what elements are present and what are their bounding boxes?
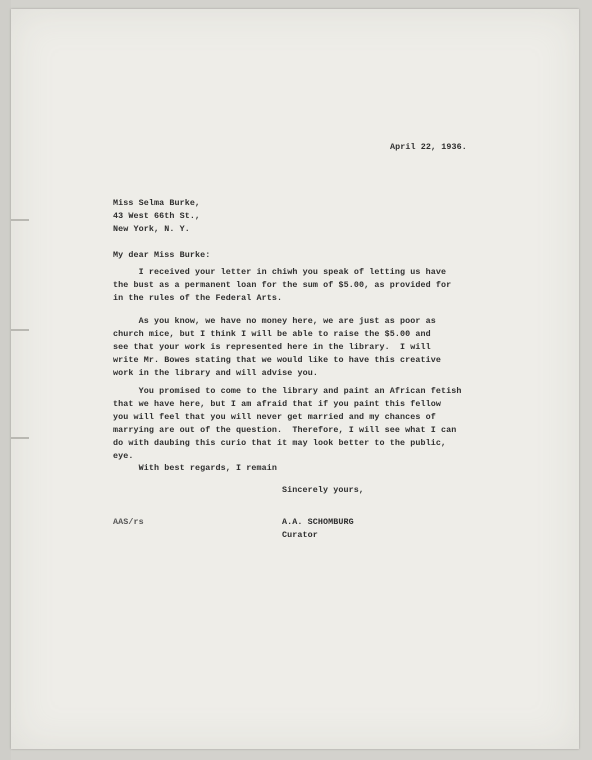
recipient-name: Miss Selma Burke, — [113, 198, 201, 208]
recipient-street: 43 West 66th St., — [113, 211, 201, 221]
paragraph-3-line-6: eye. — [113, 451, 134, 461]
paragraph-2-line-4: write Mr. Bowes stating that we would like to have this creative — [113, 355, 442, 365]
paragraph-1-line-2: the bust as a permanent loan for the sum of $5.00, as provided for — [113, 280, 452, 290]
margin-mark — [11, 437, 29, 439]
scan-background — [0, 0, 11, 760]
salutation: My dear Miss Burke: — [113, 250, 211, 260]
paragraph-3-line-5: do with daubing this curio that it may look better to the public, — [113, 438, 447, 448]
typist-initials: AAS/rs — [113, 517, 144, 527]
paragraph-1-line-1: I received your letter in chiwh you speak of letting us have — [113, 267, 447, 277]
signer-name: A.A. SCHOMBURG — [282, 517, 354, 527]
recipient-city: New York, N. Y. — [113, 224, 190, 234]
closing-line: With best regards, I remain — [113, 463, 278, 473]
margin-mark — [11, 219, 29, 221]
complimentary-close: Sincerely yours, — [282, 485, 365, 495]
paragraph-3-line-1: You promised to come to the library and paint an African fetish — [113, 386, 462, 396]
paragraph-1-line-3: in the rules of the Federal Arts. — [113, 293, 283, 303]
paragraph-2-line-2: church mice, but I think I will be able to raise the $5.00 and — [113, 329, 431, 339]
paragraph-3-line-2: that we have here, but I am afraid that if you paint this fellow — [113, 399, 442, 409]
paragraph-3-line-3: you will feel that you will never get married and my chances of — [113, 412, 436, 422]
paragraph-3-line-4: marrying are out of the question. Therefore, I will see what I can — [113, 425, 457, 435]
paragraph-2-line-5: work in the library and will advise you. — [113, 368, 319, 378]
margin-mark — [11, 329, 29, 331]
paragraph-2-line-1: As you know, we have no money here, we are just as poor as — [113, 316, 436, 326]
paragraph-2-line-3: see that your work is represented here in the library. I will — [113, 342, 431, 352]
letter-date: April 22, 1936. — [390, 142, 467, 152]
signer-title: Curator — [282, 530, 318, 540]
